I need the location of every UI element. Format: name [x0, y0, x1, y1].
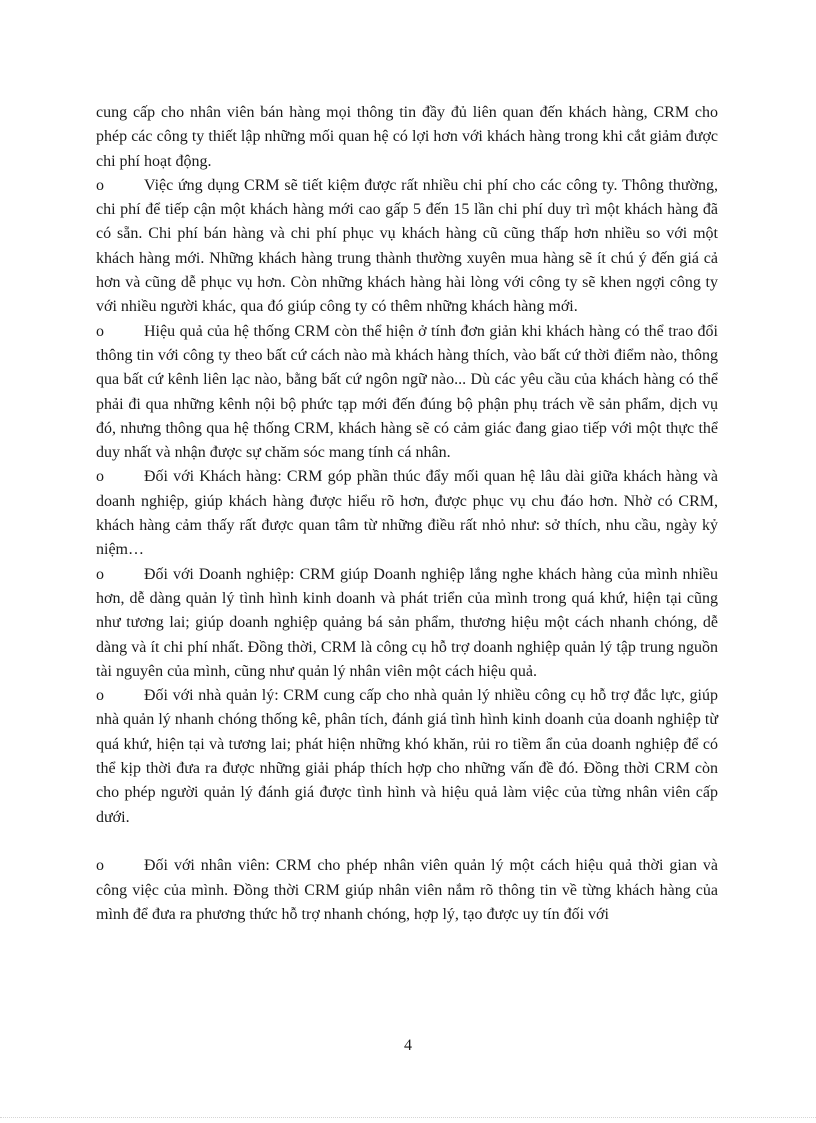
bullet-text: Đối với Khách hàng: CRM góp phần thúc đẩy mối quan hệ lâu dài giữa khách hàng và doanh nghiệp, giúp khách hàng được hiểu rõ hơn, được phục vụ chu đáo hơn. Nhờ có CRM, khách hàng cảm thấy rất được quan tâm từ những điều rất nhỏ như: sở thích, nhu cầu, ngày kỷ niệm… — [96, 468, 718, 559]
bullet-paragraph-employees — [96, 854, 718, 927]
bullet-paragraph-managers — [96, 684, 718, 830]
bullet-text: Hiệu quả của hệ thống CRM còn thể hiện ở tính đơn giản khi khách hàng có thể trao đổi thông tin với công ty theo bất cứ cách nào mà khách hàng thích, vào bất cứ thời điểm nào, thông qua bất cứ kênh liên lạc nào, bằng bất cứ ngôn ngữ nào... Dù các yêu cầu của khách hàng có thể phải đi qua những kênh nội bộ phức tạp mới đến đúng bộ phận phụ trách về sản phẩm, dịch vụ đó, nhưng thông qua hệ thống CRM, khách hàng sẽ có cảm giác đang giao tiếp với một thực thể duy nhất và nhận được sự chăm sóc mang tính cá nhân. — [96, 322, 718, 462]
bullet-paragraph-customers — [96, 465, 718, 562]
bullet-paragraph-simplicity — [96, 320, 718, 466]
bullet-paragraph-enterprise — [96, 563, 718, 684]
page-number: 4 — [404, 1037, 412, 1054]
bullet-marker: o — [96, 565, 104, 583]
bullet-marker: o — [96, 687, 104, 705]
bullet-paragraph-cost-saving — [96, 174, 718, 320]
bullet-marker: o — [96, 857, 104, 875]
paragraph-spacer — [96, 830, 718, 854]
bullet-text: Đối với nhân viên: CRM cho phép nhân viên quản lý một cách hiệu quả thời gian và công việc của mình. Đồng thời CRM giúp nhân viên nắm rõ thông tin về từng khách hàng của mình để đưa ra phương thức hỗ trợ nhanh chóng, hợp lý, tạo được uy tín đối với — [96, 857, 718, 923]
document-page — [96, 101, 718, 927]
bullet-marker: o — [96, 176, 104, 194]
page-bottom-divider — [0, 1117, 816, 1118]
intro-paragraph: cung cấp cho nhân viên bán hàng mọi thông tin đầy đủ liên quan đến khách hàng, CRM cho phép các công ty thiết lập những mối quan hệ có lợi hơn với khách hàng trong khi cắt giảm được chi phí hoạt động. — [96, 104, 718, 170]
bullet-marker: o — [96, 468, 104, 486]
bullet-text: Việc ứng dụng CRM sẽ tiết kiệm được rất nhiều chi phí cho các công ty. Thông thường, chi phí để tiếp cận một khách hàng mới cao gấp 5 đến 15 lần chi phí duy trì một khách hàng đã có sẵn. Chi phí bán hàng và chi phí phục vụ khách hàng cũ cũng thấp hơn nhiều so với một khách hàng mới. Những khách hàng trung thành thường xuyên mua hàng sẽ ít chú ý đến giá cả hơn và cũng dễ phục vụ hơn. Còn những khách hàng hài lòng với công ty sẽ khen ngợi công ty với nhiều người khác, qua đó giúp công ty có thêm những khách hàng mới. — [96, 176, 718, 316]
bullet-text: Đối với nhà quản lý: CRM cung cấp cho nhà quản lý nhiều công cụ hỗ trợ đắc lực, giúp nhà quản lý nhanh chóng thống kê, phân tích, đánh giá tình hình kinh doanh của doanh nghiệp từ quá khứ, hiện tại và tương lai; phát hiện những khó khăn, rủi ro tiềm ẩn của doanh nghiệp để có thể kịp thời đưa ra được những giải pháp thích hợp cho những vấn đề đó. Đồng thời CRM còn cho phép người quản lý đánh giá được tình hình và hiệu quả làm việc của từng nhân viên cấp dưới. — [96, 687, 718, 826]
bullet-marker: o — [96, 322, 104, 340]
bullet-text: Đối với Doanh nghiệp: CRM giúp Doanh nghiệp lắng nghe khách hàng của mình nhiều hơn, dễ dàng quản lý tình hình kinh doanh và phát triển của mình trong quá khứ, hiện tại cũng như tương lai; giúp doanh nghiệp quảng bá sản phẩm, thương hiệu một cách nhanh chóng, dễ dàng và ít chi phí nhất. Đồng thời, CRM là công cụ hỗ trợ doanh nghiệp quản lý tập trung nguồn tài nguyên của mình, cũng như quản lý nhân viên một cách hiệu quả. — [96, 565, 718, 680]
